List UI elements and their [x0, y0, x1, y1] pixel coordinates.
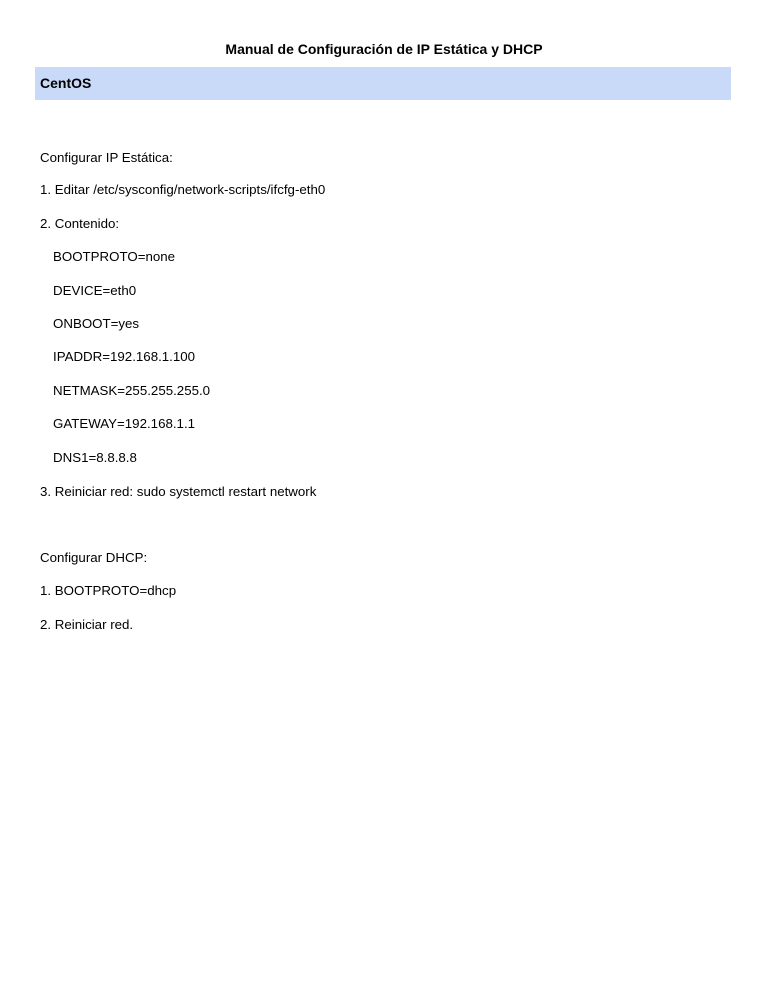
- section-header-bar: [35, 67, 731, 100]
- config-line: ONBOOT=yes: [53, 316, 140, 331]
- static-ip-step-1: 1. Editar /etc/sysconfig/network-scripts/ifcfg-eth0: [40, 182, 326, 197]
- config-line: IPADDR=192.168.1.100: [53, 349, 196, 364]
- config-line: BOOTPROTO=none: [53, 249, 176, 264]
- config-line: GATEWAY=192.168.1.1: [53, 416, 196, 431]
- static-ip-heading: Configurar IP Estática:: [40, 150, 173, 165]
- config-line: DEVICE=eth0: [53, 283, 137, 298]
- static-ip-step-3: 3. Reiniciar red: sudo systemctl restart network: [40, 484, 317, 499]
- dhcp-step-1: 1. BOOTPROTO=dhcp: [40, 583, 177, 598]
- dhcp-heading: Configurar DHCP:: [40, 550, 148, 565]
- document-title: Manual de Configuración de IP Estática y DHCP: [225, 41, 543, 57]
- config-line: DNS1=8.8.8.8: [53, 450, 137, 465]
- static-ip-step-2: 2. Contenido:: [40, 216, 120, 231]
- section-title: CentOS: [40, 75, 92, 91]
- config-line: NETMASK=255.255.255.0: [53, 383, 211, 398]
- dhcp-step-2: 2. Reiniciar red.: [40, 617, 134, 632]
